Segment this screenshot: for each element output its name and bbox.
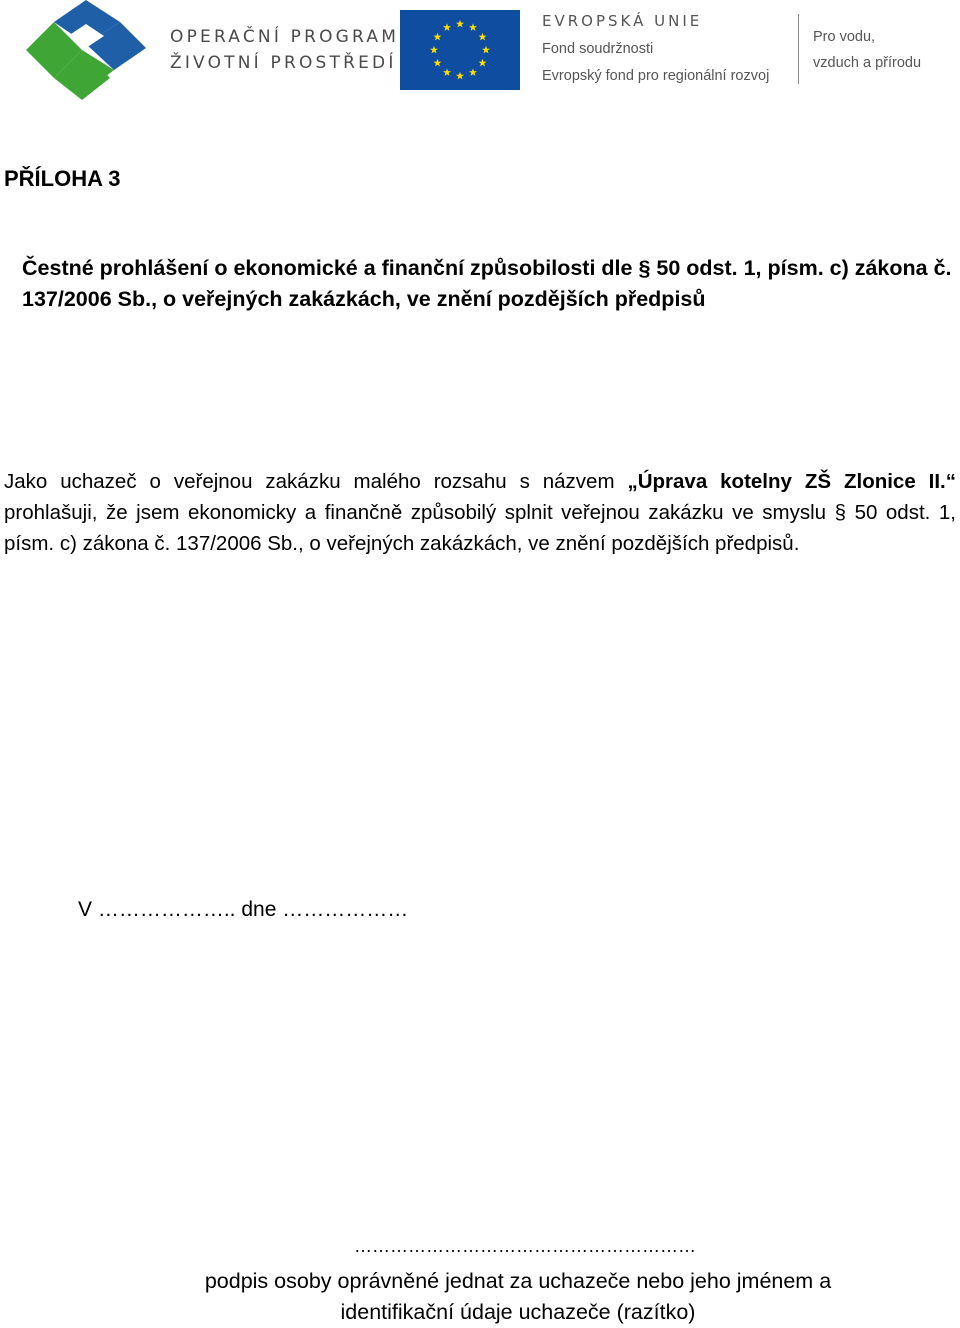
annex-label: PŘÍLOHA 3: [4, 166, 121, 191]
motto-line-1: Pro vodu,: [813, 29, 876, 45]
motto-line-2: vzduch a přírodu: [813, 55, 922, 71]
contract-name: „Úprava kotelny ZŠ Zlonice II.“: [627, 470, 957, 493]
programme-name-line-2: ŽIVOTNÍ PROSTŘEDÍ: [170, 53, 397, 73]
declaration-title: Čestné prohlášení o ekonomické a finanční způsobilosti dle § 50 odst. 1, písm. c) zákona č. 137/2006 Sb., o veřejných zakázkách, ve znění pozdějších předpisů: [22, 256, 952, 311]
eu-title: EVROPSKÁ UNIE: [542, 12, 703, 30]
eu-fund-cohesion: Fond soudržnosti: [542, 41, 654, 57]
header-divider: [798, 14, 799, 84]
signature-line: …………………………………………………: [354, 1236, 696, 1256]
declaration-intro: Jako uchazeč o veřejnou zakázku malého rozsahu s názvem: [4, 470, 628, 493]
opzp-programme-logo-icon: [24, 0, 148, 100]
eu-fund-regional: Evropský fond pro regionální rozvoj: [542, 68, 770, 84]
declaration-body: [4, 466, 956, 559]
declaration-text: prohlašuji, že jsem ekonomicky a finančně způsobilý splnit veřejnou zakázku ve smyslu § 50 odst. 1, písm. c) zákona č. 137/2006 Sb., o veřejných zakázkách, ve znění pozdějších předpisů.: [4, 501, 956, 555]
programme-name-line-1: OPERAČNÍ PROGRAM: [170, 27, 400, 47]
signature-caption: podpis osoby oprávněné jednat za uchazeče nebo jeho jménem a identifikační údaje uchazeče (razítko): [204, 1269, 832, 1324]
place-date-line: V ……………….. dne ………………: [78, 898, 409, 921]
eu-flag-icon: [400, 10, 520, 90]
